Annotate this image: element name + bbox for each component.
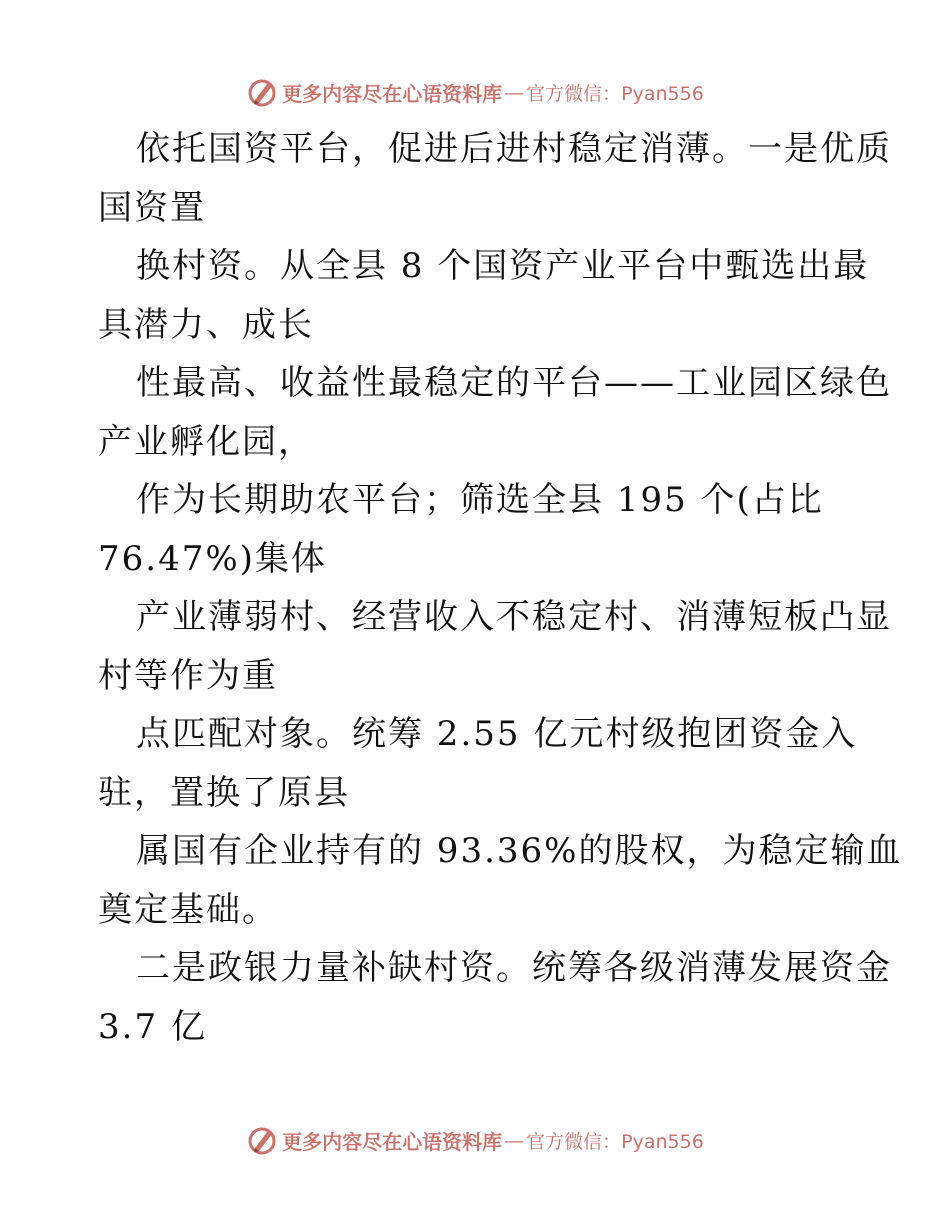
text-line-12: 驻，置换了原县 bbox=[98, 772, 350, 813]
text-line-10: 村等作为重 bbox=[98, 655, 278, 696]
pen-circle-logo-icon bbox=[246, 1124, 278, 1156]
text-line-15: 二是政银力量补缺村资。统筹各级消薄发展资金 bbox=[136, 948, 892, 988]
header-dash: — bbox=[504, 80, 525, 104]
text-line-14: 奠定基础。 bbox=[98, 889, 278, 930]
text-line-11: 点匹配对象。统筹 2.55 亿元村级抱团资金入 bbox=[136, 714, 858, 754]
footer-watermark bbox=[0, 1120, 950, 1160]
text-line-2: 国资置 bbox=[98, 187, 206, 228]
document-body bbox=[98, 120, 903, 1056]
footer-brand-text: 更多内容尽在心语资料库 bbox=[282, 1129, 503, 1154]
text-line-5: 性最高、收益性最稳定的平台——工业园区绿色 bbox=[136, 363, 892, 403]
text-line-3: 换村资。从全县 8 个国资产业平台中甄选出最 bbox=[136, 246, 870, 286]
text-line-8: 76.47%)集体 bbox=[98, 538, 327, 579]
text-line-6: 产业孵化园， bbox=[98, 421, 314, 462]
text-line-13: 属国有企业持有的 93.36%的股权，为稳定输血 bbox=[136, 831, 903, 871]
header-watermark bbox=[0, 72, 950, 112]
footer-wechat-text: 官方微信：Pyan556 bbox=[526, 1130, 704, 1153]
text-line-4: 具潜力、成长 bbox=[98, 304, 314, 345]
header-brand-text: 更多内容尽在心语资料库 bbox=[282, 81, 503, 106]
footer-dash: — bbox=[504, 1128, 525, 1152]
header-wechat-text: 官方微信：Pyan556 bbox=[526, 82, 704, 105]
pen-circle-logo-icon bbox=[246, 76, 278, 108]
text-line-9: 产业薄弱村、经营收入不稳定村、消薄短板凸显 bbox=[136, 597, 892, 637]
text-line-7: 作为长期助农平台；筛选全县 195 个(占比 bbox=[136, 480, 824, 520]
text-line-16: 3.7 亿 bbox=[98, 1006, 207, 1047]
text-line-1: 依托国资平台，促进后进村稳定消薄。一是优质 bbox=[136, 129, 892, 169]
